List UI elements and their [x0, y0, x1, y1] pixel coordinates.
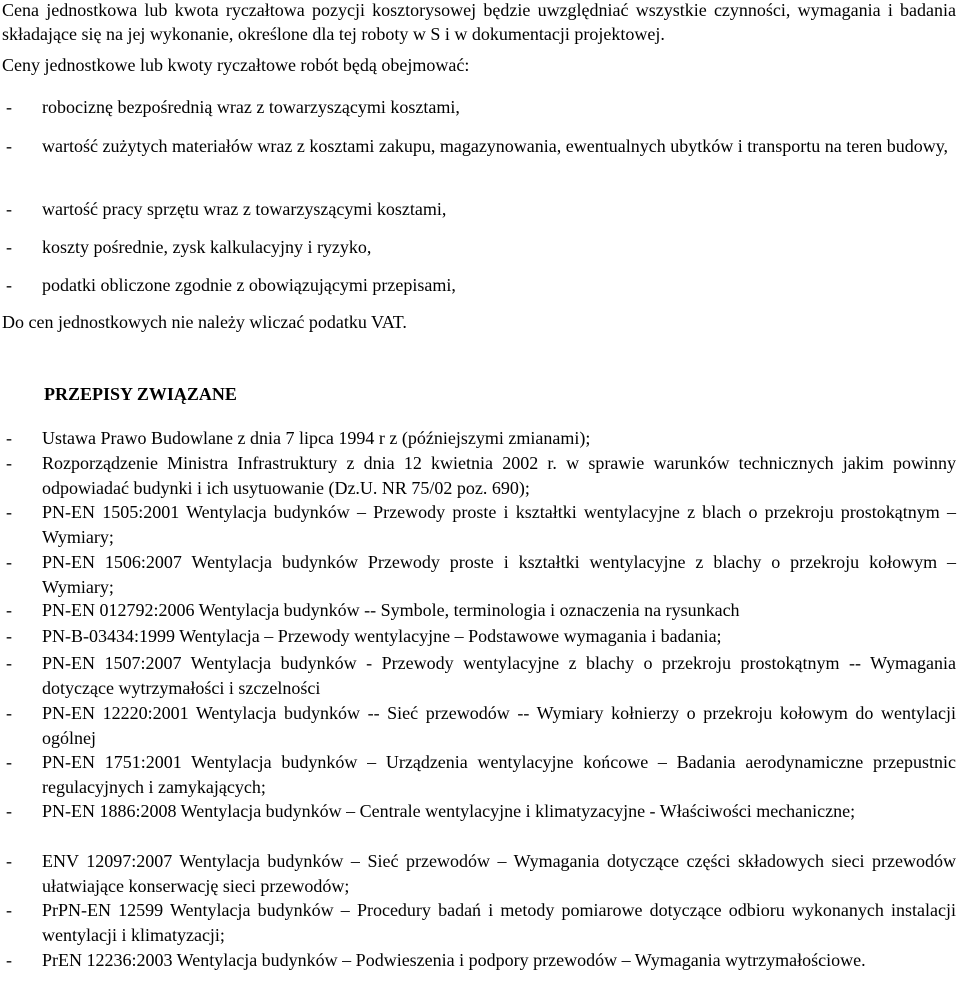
list-dash: -	[6, 502, 12, 522]
list-dash: -	[6, 136, 12, 156]
regulation-item: PN-EN 12220:2001 Wentylacja budynków -- Sieć przewodów -- Wymiary kołnierzy o przekroju kołowym do wentylacji ogólnej	[42, 703, 956, 748]
regulation-item: PN-EN 012792:2006 Wentylacja budynków -- Symbole, terminologia i oznaczenia na rysunkach	[42, 600, 740, 620]
section-heading: PRZEPISY ZWIĄZANE	[44, 384, 237, 404]
list-dash: -	[6, 703, 12, 723]
regulation-item: PN-B-03434:1999 Wentylacja – Przewody wentylacyjne – Podstawowe wymagania i badania;	[42, 626, 722, 646]
list-item: robociznę bezpośrednią wraz z towarzyszącymi kosztami,	[42, 97, 460, 117]
list-item: koszty pośrednie, zysk kalkulacyjny i ryzyko,	[42, 237, 372, 257]
regulation-item: PN-EN 1506:2007 Wentylacja budynków Przewody proste i kształtki wentylacyjne z blachy o przekroju kołowym – Wymiary;	[42, 552, 956, 597]
list-dash: -	[6, 428, 12, 448]
list-dash: -	[6, 199, 12, 219]
regulation-item: PN-EN 1505:2001 Wentylacja budynków – Przewody proste i kształtki wentylacyjne z blach o przekroju prostokątnym – Wymiary;	[42, 502, 956, 547]
list-dash: -	[6, 626, 12, 646]
regulation-item: PN-EN 1507:2007 Wentylacja budynków - Przewody wentylacyjne z blachy o przekroju prostokątnym -- Wymagania dotyczące wytrzymałości i szczelności	[42, 653, 956, 698]
list-dash: -	[6, 752, 12, 772]
list-dash: -	[6, 851, 12, 871]
list-dash: -	[6, 801, 12, 821]
list-dash: -	[6, 97, 12, 117]
regulation-item: PrPN-EN 12599 Wentylacja budynków – Procedury badań i metody pomiarowe dotyczące odbioru wykonanych instalacji wentylacji i klimatyzacji;	[42, 900, 956, 945]
regulation-item: Rozporządzenie Ministra Infrastruktury z dnia 12 kwietnia 2002 r. w sprawie warunków technicznych jakim powinny odpowiadać budynki i ich usytuowanie (Dz.U. NR 75/02 poz. 690);	[42, 453, 956, 498]
regulation-item: PN-EN 1751:2001 Wentylacja budynków – Urządzenia wentylacyjne końcowe – Badania aerodynamiczne przepustnic regulacyjnych i zamykających;	[42, 752, 956, 797]
list-item: podatki obliczone zgodnie z obowiązującymi przepisami,	[42, 275, 456, 295]
list-dash: -	[6, 600, 12, 620]
regulation-item: PN-EN 1886:2008 Wentylacja budynków – Centrale wentylacyjne i klimatyzacyjne - Właściwości mechaniczne;	[42, 801, 856, 821]
regulation-item: Ustawa Prawo Budowlane z dnia 7 lipca 1994 r z (późniejszymi zmianami);	[42, 428, 591, 448]
vat-note: Do cen jednostkowych nie należy wliczać podatku VAT.	[2, 312, 407, 332]
list-dash: -	[6, 237, 12, 257]
list-dash: -	[6, 900, 12, 920]
list-item: wartość zużytych materiałów wraz z kosztami zakupu, magazynowania, ewentualnych ubytków i transportu na teren budowy,	[42, 136, 949, 156]
list-dash: -	[6, 453, 12, 473]
regulation-item: PrEN 12236:2003 Wentylacja budynków – Podwieszenia i podpory przewodów – Wymagania wytrzymałościowe.	[42, 950, 866, 970]
list-dash: -	[6, 275, 12, 295]
intro-paragraph: Cena jednostkowa lub kwota ryczałtowa pozycji kosztorysowej będzie uwzględniać wszystkie czynności, wymagania i badania składające się na jej wykonanie, określone dla tej roboty w S i w dokumentacji projektowej.	[2, 0, 956, 44]
list-dash: -	[6, 653, 12, 673]
regulation-item: ENV 12097:2007 Wentylacja budynków – Sieć przewodów – Wymagania dotyczące części składowych sieci przewodów ułatwiające konserwację sieci przewodów;	[42, 851, 956, 896]
prices-lead: Ceny jednostkowe lub kwoty ryczałtowe robót będą obejmować:	[2, 55, 470, 75]
list-dash: -	[6, 552, 12, 572]
list-item: wartość pracy sprzętu wraz z towarzyszącymi kosztami,	[42, 199, 447, 219]
list-dash: -	[6, 950, 12, 970]
